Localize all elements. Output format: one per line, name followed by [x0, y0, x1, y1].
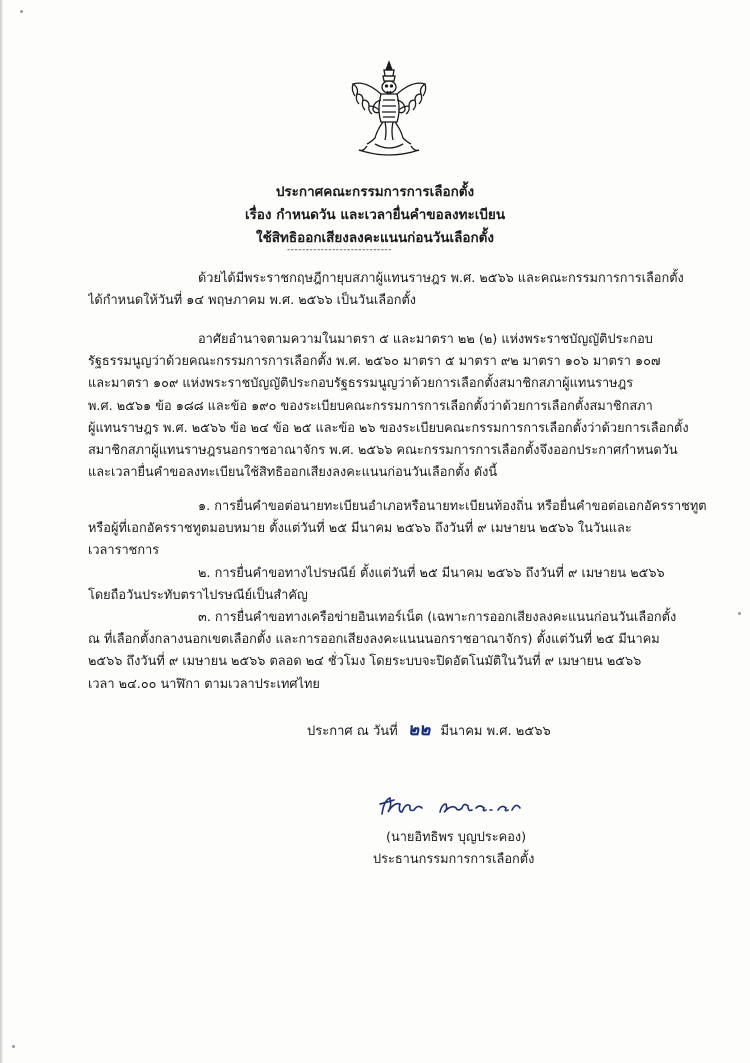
header-divider: ---------------------------- — [287, 245, 392, 255]
handwritten-day: ๒๒ — [407, 720, 431, 740]
text-line: พ.ศ. ๒๕๖๑ ข้อ ๑๘๘ และข้อ ๑๙๐ ของระเบียบคณะกรรมการการเลือกตั้งว่าด้วยการเลือกตั้งสมาชิกสภา — [88, 398, 653, 414]
text-line: ๒. การยื่นคำขอทางไปรษณีย์ ตั้งแต่วันที่ ๒๕ มีนาคม ๒๕๖๖ ถึงวันที่ ๙ เมษายน ๒๕๖๖ — [198, 566, 665, 581]
announcement-subject-cont: ใช้สิทธิออกเสียงลงคะแนนก่อนวันเลือกตั้ง — [255, 230, 495, 246]
handwritten-signature — [378, 790, 548, 822]
garuda-emblem-icon — [347, 60, 431, 160]
announcement-date — [307, 716, 551, 743]
signer-name: (นายอิทธิพร บุญประคอง) — [386, 830, 527, 845]
signer-title: ประธานกรรมการการเลือกตั้ง — [373, 852, 535, 867]
clause-3 — [88, 607, 728, 696]
scan-edge — [0, 0, 3, 1063]
text-line: ณ ที่เลือกตั้งกลางนอกเขตเลือกตั้ง และการออกเสียงลงคะแนนนอกราชอาณาจักร) ตั้งแต่วันที่ ๒๕ มีนาคม — [88, 632, 660, 648]
text-line: อาศัยอำนาจตามความในมาตรา ๕ และมาตรา ๒๒ (๒) แห่งพระราชบัญญัติประกอบ — [198, 332, 653, 347]
text-line: เวลาราชการ — [88, 543, 160, 559]
text-line: และมาตรา ๑๐๙ แห่งพระราชบัญญัติประกอบรัฐธรรมนูญว่าด้วยการเลือกตั้งสมาชิกสภาผู้แทนราษฎร — [88, 376, 634, 392]
text-line: ผู้แทนราษฎร พ.ศ. ๒๕๖๖ ข้อ ๒๔ ข้อ ๒๕ และข้อ ๒๖ ของระเบียบคณะกรรมการการเลือกตั้งว่าด้วยการเลือกตั้ง — [88, 420, 689, 436]
scan-speck — [20, 10, 23, 13]
date-prefix: ประกาศ ณ วันที่ — [307, 724, 398, 739]
text-line: เวลา ๒๔.๐๐ นาฬิกา ตามเวลาประเทศไทย — [88, 676, 320, 692]
text-line: หรือผู้ที่เอกอัครราชทูตมอบหมาย ตั้งแต่วันที่ ๒๕ มีนาคม ๒๕๖๖ ถึงวันที่ ๙ เมษายน ๒๕๖๖ ในวันและ — [88, 521, 632, 537]
text-line: ด้วยได้มีพระราชกฤษฎีกายุบสภาผู้แทนราษฎร พ.ศ. ๒๕๖๖ และคณะกรรมการการเลือกตั้ง — [198, 271, 684, 286]
date-month-year: มีนาคม พ.ศ. ๒๕๖๖ — [440, 724, 551, 739]
announcement-title: ประกาศคณะกรรมการการเลือกตั้ง — [275, 184, 475, 200]
text-line: ๒๕๖๖ ถึงวันที่ ๙ เมษายน ๒๕๖๖ ตลอด ๒๔ ชั่วโมง โดยระบบจะปิดอัตโนมัติในวันที่ ๙ เมษายน ๒๕๖๖ — [88, 654, 642, 670]
scan-speck — [738, 612, 741, 615]
paragraph-authority — [88, 329, 728, 484]
scan-speck — [12, 1045, 15, 1048]
text-line: ได้กำหนดให้วันที่ ๑๔ พฤษภาคม พ.ศ. ๒๕๖๖ เป็นวันเลือกตั้ง — [88, 293, 417, 309]
text-line: สมาชิกสภาผู้แทนราษฎรนอกราชอาณาจักร พ.ศ. ๒๕๖๖ คณะกรรมการการเลือกตั้งจึงออกประกาศกำหนดวัน — [88, 443, 678, 459]
text-line: ๑. การยื่นคำขอต่อนายทะเบียนอำเภอหรือนายทะเบียนท้องถิ่น หรือยื่นคำขอต่อเอกอัครราชทูต — [198, 499, 707, 514]
text-line: รัฐธรรมนูญว่าด้วยคณะกรรมการการเลือกตั้ง พ.ศ. ๒๕๖๐ มาตรา ๕ มาตรา ๙๒ มาตรา ๑๐๖ มาตรา ๑๐๗ — [88, 354, 661, 370]
announcement-subject: เรื่อง กำหนดวัน และเวลายื่นคำขอลงทะเบียน — [244, 207, 506, 223]
text-line: ๓. การยื่นคำขอทางเครือข่ายอินเทอร์เน็ต (เฉพาะการออกเสียงลงคะแนนก่อนวันเลือกตั้ง — [198, 610, 677, 625]
clause-2 — [88, 563, 728, 607]
text-line: โดยถือวันประทับตราไปรษณีย์เป็นสำคัญ — [88, 588, 308, 604]
text-line: และเวลายื่นคำขอลงทะเบียนใช้สิทธิออกเสียงลงคะแนนก่อนวันเลือกตั้ง ดังนี้ — [88, 465, 498, 481]
paragraph-preamble — [88, 268, 718, 312]
announcement-header — [0, 181, 750, 250]
clause-1 — [88, 496, 728, 563]
